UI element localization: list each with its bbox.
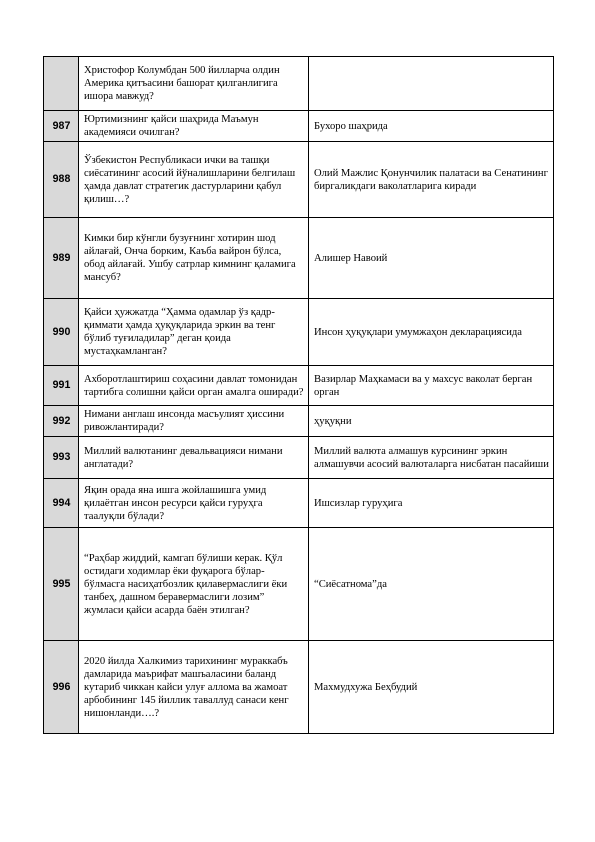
answer-text: Миллий валюта алмашув курсининг эркин алмашувчи асосий валюталарга нисбатан пасайиши	[309, 437, 554, 479]
question-text: Қайси ҳужжатда “Ҳамма одамлар ўз қадр-қиммати ҳамда ҳуқуқларида эркин ва тенг бўлиб туғиладилар” деган қоида мустаҳкамланган?	[79, 299, 309, 366]
question-text: Ахборотлаштириш соҳасини давлат томонидан тартибга солишни қайси орган амалга оширади?	[79, 366, 309, 406]
question-number: 989	[44, 218, 79, 299]
table-row	[44, 479, 554, 528]
question-text: “Раҳбар жиддий, камгап бўлиши керак. Қўл остидаги ходимлар ёки фуқарога бўлар-бўлмасга насиҳатбозлик қилавермаслиги ёки танбеҳ, дашном беравермаслиги лозим” жумласи қайси асарда баён этилган?	[79, 528, 309, 641]
table-row	[44, 111, 554, 142]
question-number: 996	[44, 641, 79, 734]
answer-text: Алишер Навоий	[309, 218, 554, 299]
questions-table-body	[44, 57, 554, 734]
table-row	[44, 406, 554, 437]
questions-table	[43, 56, 554, 734]
answer-text: Вазирлар Маҳкамаси ва у махсус ваколат берган орган	[309, 366, 554, 406]
question-number: 990	[44, 299, 79, 366]
question-number	[44, 57, 79, 111]
table-row	[44, 299, 554, 366]
table-row	[44, 366, 554, 406]
question-text: Кимки бир кўнгли бузуғнинг хотирин шод айлағай, Онча борким, Каъба вайрон бўлса, обод айлағай. Ушбу сатрлар кимнинг қаламига мансуб?	[79, 218, 309, 299]
answer-text: Инсон ҳуқуқлари умумжаҳон декларациясида	[309, 299, 554, 366]
table-row	[44, 218, 554, 299]
question-text: Юртимизнинг қайси шаҳрида Маъмун академияси очилган?	[79, 111, 309, 142]
answer-text: Олий Мажлис Қонунчилик палатаси ва Сенатининг биргаликдаги ваколатларига киради	[309, 142, 554, 218]
table-row	[44, 57, 554, 111]
table-row	[44, 528, 554, 641]
table-row	[44, 142, 554, 218]
question-number: 991	[44, 366, 79, 406]
question-number: 994	[44, 479, 79, 528]
question-number: 995	[44, 528, 79, 641]
question-text: 2020 йилда Халкимиз тарихининг мураккабъ дамларида маърифат машъаласини баланд кутариб чиккан кайси улуғ аллома ва жамоат арбобининг 145 йиллик таваллуд санаси кенг нишонланди….?	[79, 641, 309, 734]
answer-text: Махмудхужа Беҳбудий	[309, 641, 554, 734]
answer-text: ҳуқуқни	[309, 406, 554, 437]
table-row	[44, 641, 554, 734]
question-text: Миллий валютанинг девальвацияси нимани англатади?	[79, 437, 309, 479]
answer-text: Бухоро шаҳрида	[309, 111, 554, 142]
answer-text	[309, 57, 554, 111]
question-text: Яқин орада яна ишга жойлашишга умид қилаётган инсон ресурси қайси гуруҳга таалуқли бўлади?	[79, 479, 309, 528]
table-row	[44, 437, 554, 479]
answer-text: Ишсизлар гуруҳига	[309, 479, 554, 528]
question-number: 988	[44, 142, 79, 218]
question-text: Ўзбекистон Республикаси ички ва ташқи сиёсатининг асосий йўналишларини белгилаш ҳамда давлат стратегик дастурларини қабул қилиш…?	[79, 142, 309, 218]
question-number: 987	[44, 111, 79, 142]
question-number: 993	[44, 437, 79, 479]
answer-text: “Сиёсатнома”да	[309, 528, 554, 641]
question-text: Нимани англаш инсонда масъулият ҳиссини ривожлантиради?	[79, 406, 309, 437]
question-number: 992	[44, 406, 79, 437]
question-text: Христофор Колумбдан 500 йилларча олдин Америка қитъасини башорат қилганлигига ишора мавжуд?	[79, 57, 309, 111]
